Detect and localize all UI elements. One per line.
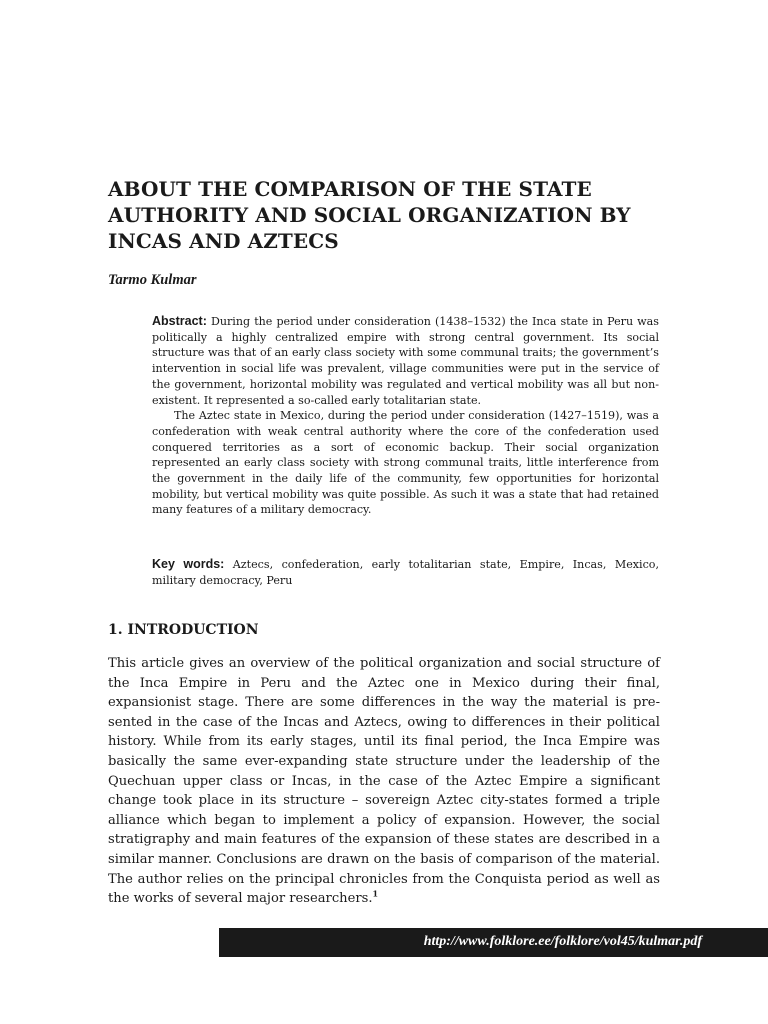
keywords-block xyxy=(152,556,659,589)
abstract-block xyxy=(152,314,659,518)
keywords-label: Key words: xyxy=(152,557,225,571)
footer-url-link[interactable]: http://www.folklore.ee/folklore/vol45/kulmar.pdf xyxy=(423,934,702,949)
author-name: Tarmo Kulmar xyxy=(108,272,197,288)
abstract-label: Abstract: xyxy=(152,314,207,328)
introduction-text: This article gives an overview of the political organization and social structure of the Inca Empire in Peru and the Aztec one in Mexico during their final, expansionist stage. There are some differences in the way the material is presented in the case of the Incas and Aztecs, owing to differences in their political history. While from its early stages, until its final period, the Inca Empire was basically the same ever-expanding state structure under the leadership of the Quechuan upper class or Incas, in the case of the Aztec Empire a significant change took place in its structure – sovereign Aztec city-states formed a triple alliance which began to implement a policy of expansion. However, the social stratigraphy and main features of the expansion of these states are described in a similar manner. Conclusions are drawn on the basis of comparison of the material. The author relies on the principal chronicles from the Conquista period as well as the works of several major researchers. xyxy=(108,656,660,907)
section-heading-introduction: 1. INTRODUCTION xyxy=(108,622,259,638)
article-title: ABOUT THE COMPARISON OF THE STATE AUTHORITY AND SOCIAL ORGANIZATION BY INCAS AND AZTECS xyxy=(108,177,631,253)
footnote-marker[interactable]: 1 xyxy=(372,888,379,899)
footer-url-bar xyxy=(219,928,768,957)
introduction-paragraph xyxy=(108,654,660,909)
keywords-text: Aztecs, confederation, early totalitarian state, Empire, Incas, Mexico, military democracy, Peru xyxy=(152,558,659,587)
abstract-paragraph-2: The Aztec state in Mexico, during the period under consideration (1427–1519), was a confederation with weak central authority where the core of the confederation used conquered territories as a sort of economic backup. Their social organization represented an early class society with strong communal traits, little interference from the government in the daily life of the community, few opportunities for horizontal mobility, but vertical mobility was quite possible. As such it was a state that had retained many features of a military democracy. xyxy=(152,409,659,517)
abstract-text-1: During the period under consideration (1438–1532) the Inca state in Peru was politically a highly centralized empire with strong central government. Its social structure was that of an early class society with some communal traits; the government’s intervention in social life was prevalent, village communities were put in the service of the government, horizontal mobility was regulated and vertical mobility was all but non-existent. It represented a so-called early totalitarian state. xyxy=(152,315,659,407)
abstract-paragraph-1 xyxy=(152,314,659,408)
